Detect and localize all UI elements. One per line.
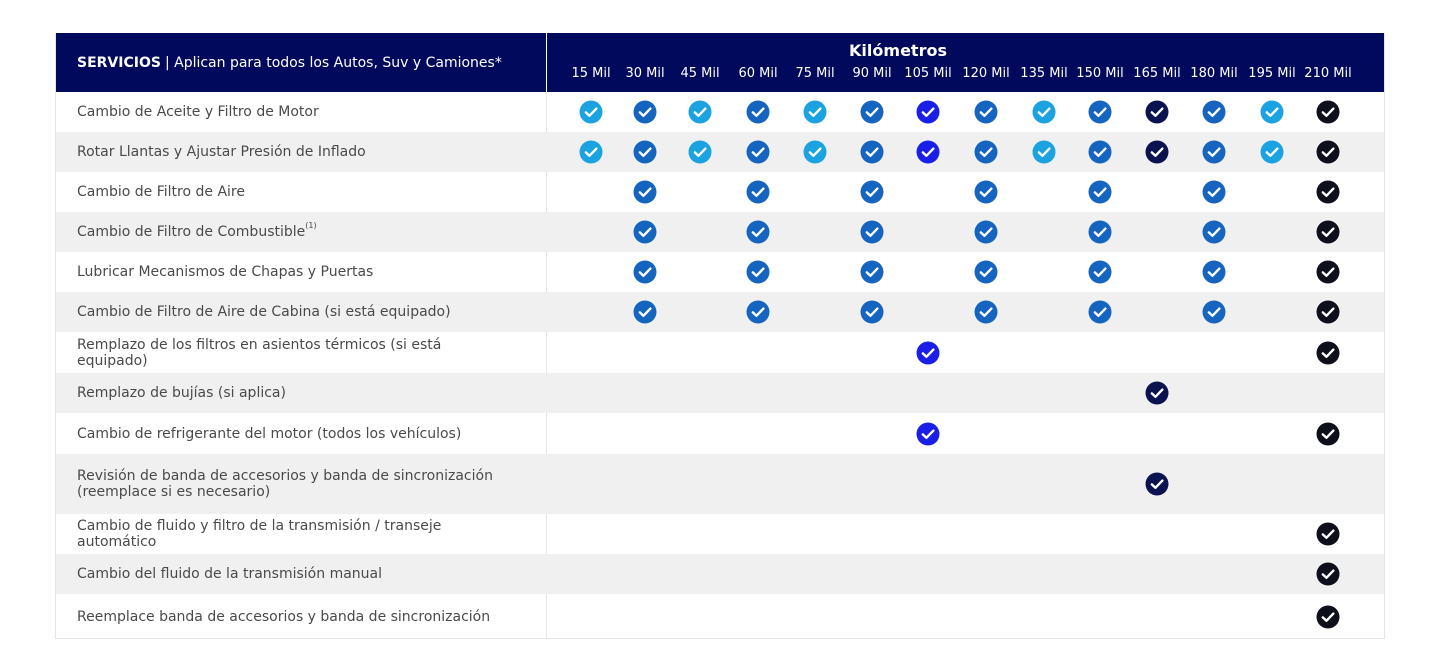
- check-circle-icon: [1202, 180, 1226, 204]
- check-circle-icon: [916, 100, 940, 124]
- check-circle-icon: [1316, 605, 1340, 629]
- check-circle-icon: [579, 100, 603, 124]
- check-circle-icon: [1316, 562, 1340, 586]
- service-label: [56, 332, 547, 373]
- check-circle-icon: [803, 140, 827, 164]
- service-label-text: Revisión de banda de accesorios y banda de sincronización (reemplace si es necesario): [77, 468, 493, 500]
- column-header-km: 105 Mil: [904, 66, 952, 81]
- service-label: [56, 132, 547, 172]
- services-title: SERVICIOS: [77, 54, 161, 71]
- column-header-km: 60 Mil: [738, 66, 778, 81]
- service-label: [56, 514, 547, 554]
- check-circle-icon: [974, 180, 998, 204]
- services-header-cell: [56, 33, 547, 92]
- table-row: [56, 413, 1385, 454]
- check-circle-icon: [803, 100, 827, 124]
- check-circle-icon: [1260, 100, 1284, 124]
- service-label: [56, 413, 547, 454]
- check-circle-icon: [579, 140, 603, 164]
- check-circle-icon: [1032, 100, 1056, 124]
- column-header-km: 75 Mil: [795, 66, 835, 81]
- table-row: [56, 132, 1385, 172]
- column-header-km: 30 Mil: [625, 66, 665, 81]
- check-circle-icon: [974, 260, 998, 284]
- table-row: [56, 252, 1385, 292]
- check-circle-icon: [1316, 100, 1340, 124]
- service-label: [56, 172, 547, 212]
- check-circle-icon: [1316, 220, 1340, 244]
- kilometers-title: Kilómetros: [849, 41, 947, 60]
- check-circle-icon: [1202, 100, 1226, 124]
- check-circle-icon: [1316, 341, 1340, 365]
- service-label: [56, 212, 547, 252]
- check-circle-icon: [860, 300, 884, 324]
- check-circle-icon: [746, 260, 770, 284]
- column-header-km: 150 Mil: [1076, 66, 1124, 81]
- service-label-text: Cambio de refrigerante del motor (todos los vehículos): [77, 425, 462, 442]
- service-label: [56, 373, 547, 413]
- check-circle-icon: [1202, 260, 1226, 284]
- check-circle-icon: [633, 260, 657, 284]
- check-circle-icon: [860, 100, 884, 124]
- service-label-text: Cambio de fluido y filtro de la transmisión / transeje automático: [77, 518, 442, 550]
- check-circle-icon: [860, 220, 884, 244]
- check-circle-icon: [1145, 381, 1169, 405]
- check-circle-icon: [1088, 220, 1112, 244]
- check-circle-icon: [1316, 260, 1340, 284]
- check-circle-icon: [688, 100, 712, 124]
- check-circle-icon: [688, 140, 712, 164]
- check-circle-icon: [916, 140, 940, 164]
- check-circle-icon: [974, 140, 998, 164]
- service-label: [56, 92, 547, 132]
- column-header-km: 165 Mil: [1133, 66, 1181, 81]
- table-row: [56, 292, 1385, 332]
- check-circle-icon: [746, 100, 770, 124]
- column-header-km: 180 Mil: [1190, 66, 1238, 81]
- column-header-km: 45 Mil: [680, 66, 720, 81]
- service-label-text: Remplazo de los filtros en asientos térmicos (si está equipado): [77, 336, 442, 369]
- check-circle-icon: [860, 140, 884, 164]
- service-label-text: Cambio de Filtro de Combustible$^{(1)}$: [77, 221, 317, 240]
- check-circle-icon: [746, 140, 770, 164]
- check-circle-icon: [1202, 300, 1226, 324]
- check-circle-icon: [1032, 140, 1056, 164]
- table-row: [56, 454, 1385, 514]
- check-circle-icon: [974, 100, 998, 124]
- check-circle-icon: [860, 260, 884, 284]
- service-label-text: Rotar Llantas y Ajustar Presión de Inflado: [77, 144, 366, 160]
- footnote-marker: (1): [305, 221, 317, 231]
- service-label-text: Cambio de Aceite y Filtro de Motor: [77, 104, 319, 120]
- check-circle-icon: [633, 300, 657, 324]
- check-circle-icon: [633, 100, 657, 124]
- check-circle-icon: [1202, 140, 1226, 164]
- check-circle-icon: [1145, 140, 1169, 164]
- service-label: [56, 292, 547, 332]
- table-row: [56, 212, 1385, 252]
- service-label-text: Remplazo de bujías (si aplica): [77, 385, 286, 401]
- services-subtitle: | Aplican para todos los Autos, Suv y Camiones*: [164, 54, 502, 71]
- check-circle-icon: [1145, 472, 1169, 496]
- service-label-text: Cambio de Filtro de Aire de Cabina (si está equipado): [77, 304, 451, 320]
- column-header-km: 120 Mil: [962, 66, 1010, 81]
- table-row: [56, 594, 1385, 639]
- check-circle-icon: [1088, 140, 1112, 164]
- check-circle-icon: [916, 341, 940, 365]
- check-circle-icon: [1088, 300, 1112, 324]
- check-circle-icon: [633, 180, 657, 204]
- check-circle-icon: [1202, 220, 1226, 244]
- table-row: [56, 92, 1385, 132]
- check-circle-icon: [1316, 140, 1340, 164]
- check-circle-icon: [860, 180, 884, 204]
- check-circle-icon: [1316, 422, 1340, 446]
- column-header-km: 135 Mil: [1020, 66, 1068, 81]
- check-circle-icon: [1088, 180, 1112, 204]
- check-circle-icon: [1316, 522, 1340, 546]
- check-circle-icon: [633, 140, 657, 164]
- table-row: [56, 554, 1385, 594]
- check-circle-icon: [1088, 100, 1112, 124]
- maintenance-schedule-table: [55, 33, 1385, 639]
- column-header-km: 210 Mil: [1304, 66, 1352, 81]
- check-circle-icon: [746, 180, 770, 204]
- column-header-km: 195 Mil: [1248, 66, 1296, 81]
- check-circle-icon: [1088, 260, 1112, 284]
- table-row: [56, 332, 1385, 373]
- check-circle-icon: [746, 300, 770, 324]
- service-label-text: Lubricar Mecanismos de Chapas y Puertas: [77, 264, 374, 280]
- check-circle-icon: [916, 422, 940, 446]
- table-row: [56, 172, 1385, 212]
- service-label: [56, 454, 547, 514]
- service-label-text: Cambio de Filtro de Aire: [77, 184, 245, 200]
- service-label: [56, 554, 547, 594]
- check-circle-icon: [1316, 180, 1340, 204]
- check-circle-icon: [633, 220, 657, 244]
- check-circle-icon: [1260, 140, 1284, 164]
- service-label-text: Cambio del fluido de la transmisión manual: [77, 566, 382, 582]
- check-circle-icon: [1145, 100, 1169, 124]
- column-header-km: 90 Mil: [852, 66, 892, 81]
- service-label: [56, 594, 547, 639]
- check-circle-icon: [746, 220, 770, 244]
- check-circle-icon: [974, 300, 998, 324]
- table-header: [56, 33, 1385, 92]
- check-circle-icon: [1316, 300, 1340, 324]
- service-label-text: Reemplace banda de accesorios y banda de sincronización: [77, 608, 491, 625]
- column-header-km: 15 Mil: [571, 66, 611, 81]
- service-label: [56, 252, 547, 292]
- table-row: [56, 514, 1385, 554]
- table-row: [56, 373, 1385, 413]
- check-circle-icon: [974, 220, 998, 244]
